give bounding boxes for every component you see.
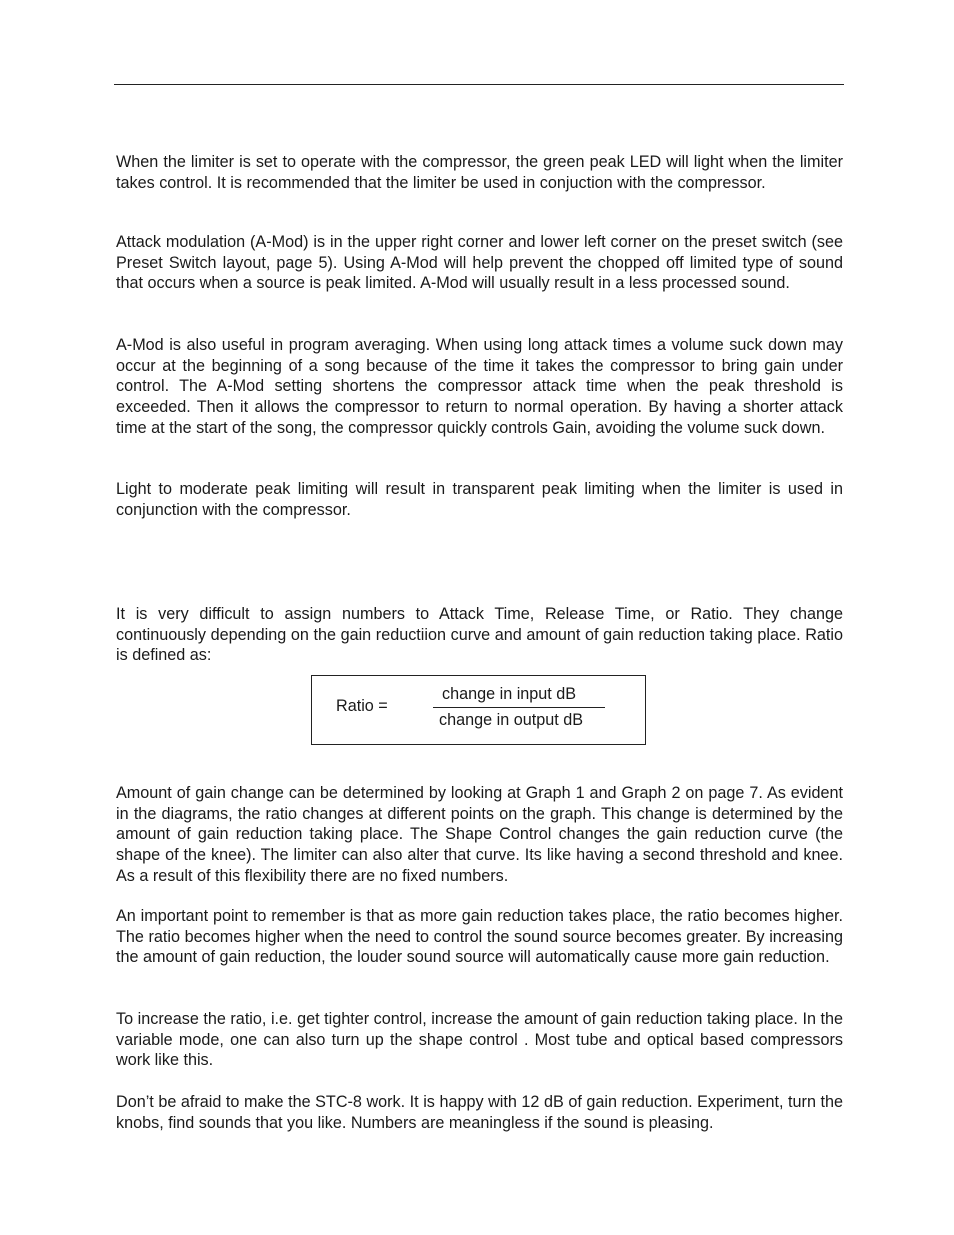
ratio-intro-paragraph: It is very difficult to assign numbers to Attack Time, Release Time, or Ratio. They change continuously depending on the gain reductiion curve and amount of gain reduction taking place. Ratio is defined as: xyxy=(116,605,843,665)
ratio-formula-label: Ratio = xyxy=(336,697,388,715)
attack-modulation-paragraph: Attack modulation (A-Mod) is in the upper right corner and lower left corner on the preset switch (see Preset Switch layout, page 5). Using A-Mod will help prevent the chopped off limited type of sound that occurs when a source is peak limited. A-Mod will usually result in a less processed sound. xyxy=(116,233,843,293)
gain-change-paragraph: Amount of gain change can be determined by looking at Graph 1 and Graph 2 on page 7. As evident in the diagrams, the ratio changes at different points on the graph. This change is determined by the amount of gain reduction taking place. The Shape Control changes the gain reduction curve (the shape of the knee). The limiter can also alter that curve. Its like having a second threshold and knee. As a result of this flexibility there are no fixed numbers. xyxy=(116,784,843,885)
closing-advice-paragraph: Don’t be afraid to make the STC-8 work. It is happy with 12 dB of gain reduction. Experiment, turn the knobs, find sounds that you like. Numbers are meaningless if the sound is pleasing. xyxy=(116,1093,843,1132)
ratio-formula-denominator: change in output dB xyxy=(439,711,584,729)
fraction-bar xyxy=(433,707,605,708)
limiter-led-paragraph: When the limiter is set to operate with the compressor, the green peak LED will light when the limiter takes control. It is recommended that the limiter be used in conjuction with the compressor. xyxy=(116,153,843,192)
peak-limiting-paragraph: Light to moderate peak limiting will result in transparent peak limiting when the limiter is used in conjunction with the compressor. xyxy=(116,480,843,519)
important-point-paragraph: An important point to remember is that as more gain reduction takes place, the ratio becomes higher. The ratio becomes higher when the need to control the sound source becomes greater. By increasing the amount of gain reduction, the louder sound source will automatically cause more gain reduction. xyxy=(116,907,843,967)
increase-ratio-paragraph: To increase the ratio, i.e. get tighter control, increase the amount of gain reduction taking place. In the variable mode, one can also turn up the shape control . Most tube and optical based compressors work like this. xyxy=(116,1010,843,1070)
program-averaging-paragraph: A-Mod is also useful in program averaging. When using long attack times a volume suck down may occur at the beginning of a song because of the time it takes the compressor to bring gain under control. The A-Mod setting shortens the compressor attack time when the peak threshold is exceeded. Then it allows the compressor to return to normal operation. By having a shorter attack time at the start of the song, the compressor quickly controls Gain, avoiding the volume suck down. xyxy=(116,336,843,437)
ratio-formula-numerator: change in input dB xyxy=(442,685,577,703)
header-rule xyxy=(114,84,844,85)
ratio-formula-box xyxy=(311,675,646,745)
